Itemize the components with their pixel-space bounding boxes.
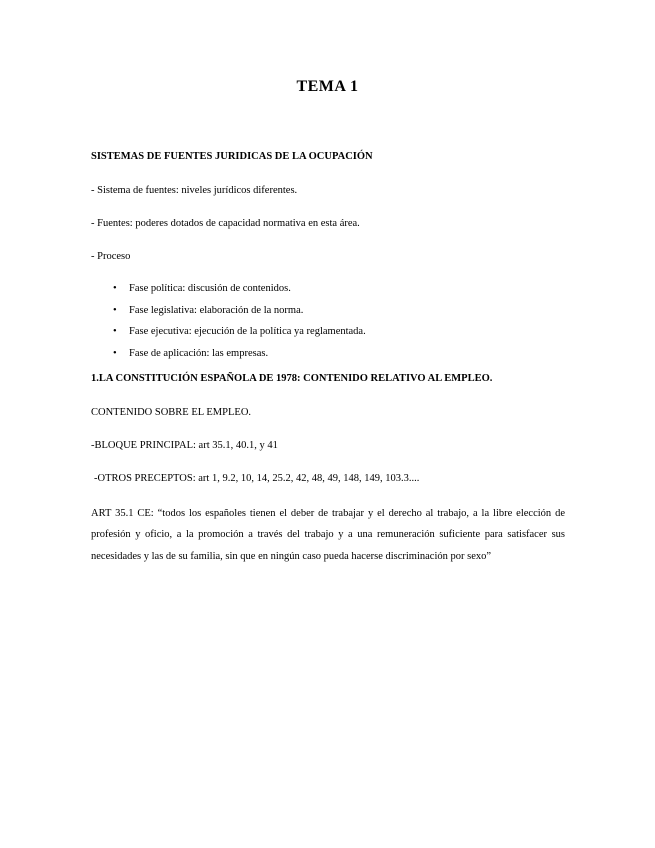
line-sistema: - Sistema de fuentes: niveles jurídicos diferentes. — [91, 185, 298, 196]
otros-preceptos-line: -OTROS PRECEPTOS: art 1, 9.2, 10, 14, 25.2, 42, 48, 49, 148, 149, 103.3.... — [94, 472, 420, 484]
list-item — [91, 304, 565, 318]
section-1-heading: 1.LA CONSTITUCIÓN ESPAÑOLA DE 1978: CONTENIDO RELATIVO AL EMPLEO. — [91, 372, 493, 384]
bullet-icon: • — [113, 347, 117, 359]
bloque-principal-line: -BLOQUE PRINCIPAL: art 35.1, 40.1, y 41 — [91, 439, 278, 451]
list-item-text: Fase de aplicación: las empresas. — [129, 347, 269, 359]
bullet-icon: • — [113, 304, 117, 316]
bullet-icon: • — [113, 283, 117, 294]
line-proceso: - Proceso — [91, 251, 131, 262]
list-item — [91, 347, 565, 361]
fases-list — [91, 282, 565, 361]
art-35-1-paragraph: ART 35.1 CE: “todos los españoles tienen el deber de trabajar y el derecho al trabajo, a la libre elección de profesión y oficio, a la promoción a través del trabajo y a una remuneración suficiente para satisfacer sus necesidades y las de su familia, sin que en ningún caso pueda hacerse discriminación por sexo” — [91, 507, 565, 562]
page-title: TEMA 1 — [296, 78, 359, 95]
list-item-text: Fase ejecutiva: ejecución de la política ya reglamentada. — [129, 326, 366, 337]
list-item-text: Fase política: discusión de contenidos. — [129, 283, 291, 294]
list-item-text: Fase legislativa: elaboración de la norma. — [129, 304, 304, 316]
list-item — [91, 282, 565, 296]
list-item — [91, 325, 565, 339]
document-body — [91, 150, 565, 567]
line-fuentes: - Fuentes: poderes dotados de capacidad normativa en esta área. — [91, 218, 360, 229]
bullet-icon: • — [113, 326, 117, 337]
contenido-line: CONTENIDO SOBRE EL EMPLEO. — [91, 406, 252, 418]
section-heading: SISTEMAS DE FUENTES JURIDICAS DE LA OCUPACIÓN — [91, 151, 373, 162]
